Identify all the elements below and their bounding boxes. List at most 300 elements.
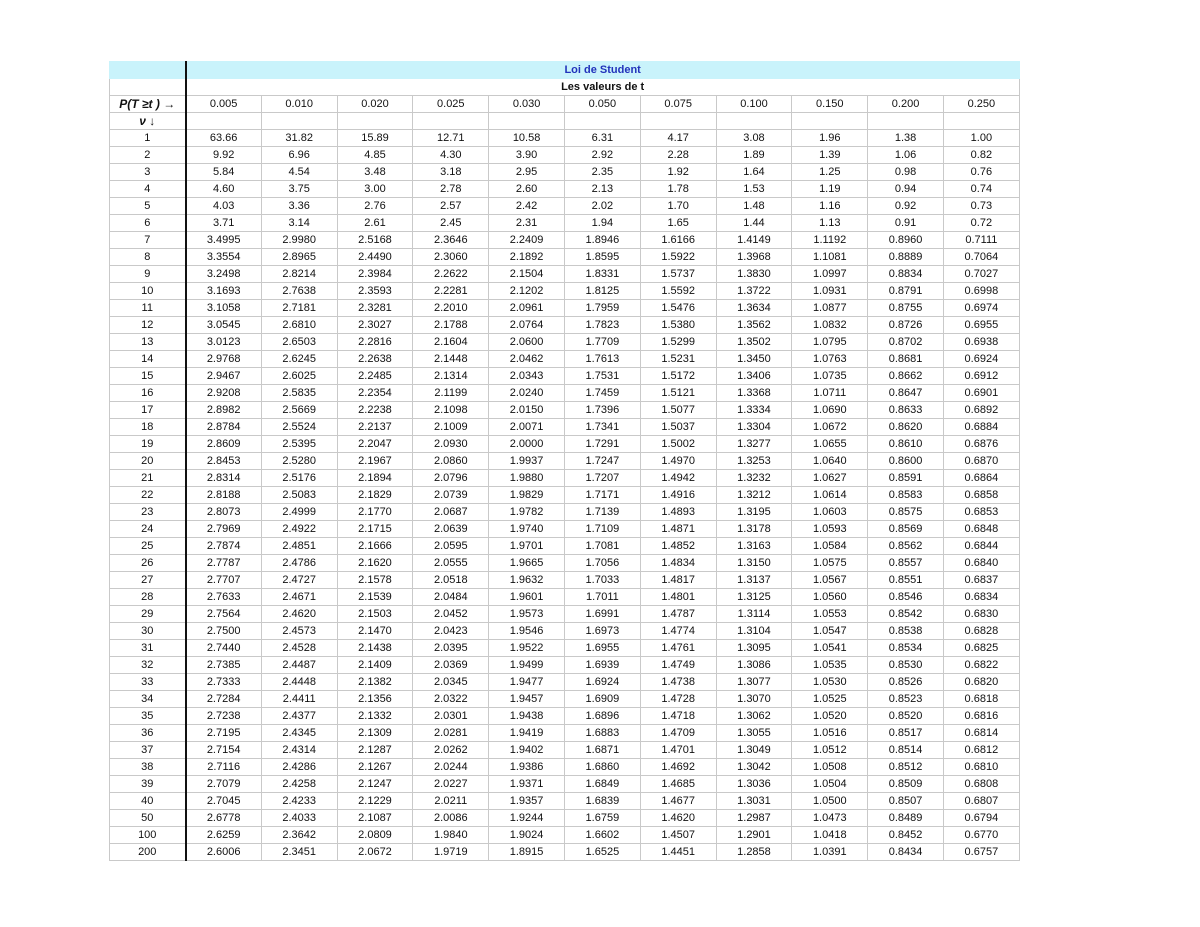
empty-cell	[261, 113, 337, 130]
critical-value-cell: 1.0418	[792, 827, 868, 844]
critical-value-cell: 2.2137	[337, 419, 413, 436]
critical-value-cell: 1.2987	[716, 810, 792, 827]
probability-header-cell: 0.250	[943, 96, 1019, 113]
critical-value-cell: 0.8520	[868, 708, 944, 725]
critical-value-cell: 2.1715	[337, 521, 413, 538]
critical-value-cell: 1.5299	[640, 334, 716, 351]
critical-value-cell: 2.1202	[489, 283, 565, 300]
critical-value-cell: 2.8982	[186, 402, 262, 419]
critical-value-cell: 3.4995	[186, 232, 262, 249]
critical-value-cell: 1.6991	[564, 606, 640, 623]
critical-value-cell: 2.0281	[413, 725, 489, 742]
critical-value-cell: 2.1382	[337, 674, 413, 691]
degrees-of-freedom-cell: 29	[110, 606, 186, 623]
critical-value-cell: 0.6814	[943, 725, 1019, 742]
critical-value-cell: 2.0672	[337, 844, 413, 861]
critical-value-cell: 1.4916	[640, 487, 716, 504]
critical-value-cell: 2.8314	[186, 470, 262, 487]
critical-value-cell: 2.6006	[186, 844, 262, 861]
critical-value-cell: 2.4620	[261, 606, 337, 623]
critical-value-cell: 1.6860	[564, 759, 640, 776]
critical-value-cell: 2.1356	[337, 691, 413, 708]
critical-value-cell: 2.76	[337, 198, 413, 215]
critical-value-cell: 4.54	[261, 164, 337, 181]
nu-header-row	[110, 113, 1020, 130]
critical-value-cell: 1.5121	[640, 385, 716, 402]
critical-value-cell: 1.3277	[716, 436, 792, 453]
critical-value-cell: 2.6259	[186, 827, 262, 844]
critical-value-cell: 1.0508	[792, 759, 868, 776]
critical-value-cell: 1.3062	[716, 708, 792, 725]
critical-value-cell: 1.6973	[564, 623, 640, 640]
critical-value-cell: 0.8791	[868, 283, 944, 300]
critical-value-cell: 2.1578	[337, 572, 413, 589]
table-row	[110, 810, 1020, 827]
probability-header-cell: 0.005	[186, 96, 262, 113]
table-row	[110, 827, 1020, 844]
critical-value-cell: 0.6870	[943, 453, 1019, 470]
critical-value-cell: 1.96	[792, 130, 868, 147]
critical-value-cell: 2.0930	[413, 436, 489, 453]
critical-value-cell: 0.6808	[943, 776, 1019, 793]
critical-value-cell: 2.1438	[337, 640, 413, 657]
critical-value-cell: 2.7969	[186, 521, 262, 538]
degrees-of-freedom-cell: 27	[110, 572, 186, 589]
critical-value-cell: 1.4677	[640, 793, 716, 810]
critical-value-cell: 0.8569	[868, 521, 944, 538]
critical-value-cell: 2.4851	[261, 538, 337, 555]
critical-value-cell: 1.0520	[792, 708, 868, 725]
critical-value-cell: 1.6871	[564, 742, 640, 759]
critical-value-cell: 1.5476	[640, 300, 716, 317]
critical-value-cell: 2.1504	[489, 266, 565, 283]
critical-value-cell: 1.7033	[564, 572, 640, 589]
critical-value-cell: 1.9701	[489, 538, 565, 555]
critical-value-cell: 0.6974	[943, 300, 1019, 317]
degrees-of-freedom-cell: 18	[110, 419, 186, 436]
critical-value-cell: 1.3042	[716, 759, 792, 776]
critical-value-cell: 2.0555	[413, 555, 489, 572]
critical-value-cell: 1.5077	[640, 402, 716, 419]
critical-value-cell: 1.8946	[564, 232, 640, 249]
critical-value-cell: 1.7531	[564, 368, 640, 385]
critical-value-cell: 1.5380	[640, 317, 716, 334]
critical-value-cell: 4.17	[640, 130, 716, 147]
critical-value-cell: 3.2498	[186, 266, 262, 283]
critical-value-cell: 1.3077	[716, 674, 792, 691]
critical-value-cell: 1.4718	[640, 708, 716, 725]
critical-value-cell: 2.5524	[261, 419, 337, 436]
critical-value-cell: 2.0687	[413, 504, 489, 521]
critical-value-cell: 1.9457	[489, 691, 565, 708]
critical-value-cell: 2.4377	[261, 708, 337, 725]
critical-value-cell: 0.6818	[943, 691, 1019, 708]
table-title: Loi de Student	[186, 62, 1020, 79]
critical-value-cell: 0.6757	[943, 844, 1019, 861]
critical-value-cell: 1.6759	[564, 810, 640, 827]
table-row	[110, 759, 1020, 776]
critical-value-cell: 0.6853	[943, 504, 1019, 521]
critical-value-cell: 4.30	[413, 147, 489, 164]
table-row	[110, 130, 1020, 147]
degrees-of-freedom-cell: 15	[110, 368, 186, 385]
critical-value-cell: 1.0672	[792, 419, 868, 436]
critical-value-cell: 2.4573	[261, 623, 337, 640]
critical-value-cell: 1.9477	[489, 674, 565, 691]
critical-value-cell: 0.6834	[943, 589, 1019, 606]
critical-value-cell: 2.7440	[186, 640, 262, 657]
probability-header-cell: 0.025	[413, 96, 489, 113]
probability-header-cell: 0.100	[716, 96, 792, 113]
critical-value-cell: 0.8583	[868, 487, 944, 504]
table-row	[110, 623, 1020, 640]
critical-value-cell: 0.6998	[943, 283, 1019, 300]
critical-value-cell: 1.3104	[716, 623, 792, 640]
critical-value-cell: 1.0567	[792, 572, 868, 589]
critical-value-cell: 2.9467	[186, 368, 262, 385]
critical-value-cell: 2.5176	[261, 470, 337, 487]
critical-value-cell: 2.0600	[489, 334, 565, 351]
critical-value-cell: 2.4345	[261, 725, 337, 742]
table-row	[110, 164, 1020, 181]
critical-value-cell: 1.7709	[564, 334, 640, 351]
critical-value-cell: 2.0796	[413, 470, 489, 487]
critical-value-cell: 1.9371	[489, 776, 565, 793]
critical-value-cell: 2.2047	[337, 436, 413, 453]
critical-value-cell: 1.0525	[792, 691, 868, 708]
critical-value-cell: 1.5737	[640, 266, 716, 283]
critical-value-cell: 2.0860	[413, 453, 489, 470]
critical-value-cell: 1.3253	[716, 453, 792, 470]
critical-value-cell: 2.8784	[186, 419, 262, 436]
critical-value-cell: 2.9980	[261, 232, 337, 249]
critical-value-cell: 1.0516	[792, 725, 868, 742]
critical-value-cell: 1.38	[868, 130, 944, 147]
critical-value-cell: 0.8509	[868, 776, 944, 793]
critical-value-cell: 9.92	[186, 147, 262, 164]
critical-value-cell: 2.4258	[261, 776, 337, 793]
critical-value-cell: 1.9632	[489, 572, 565, 589]
degrees-of-freedom-cell: 36	[110, 725, 186, 742]
degrees-of-freedom-cell: 50	[110, 810, 186, 827]
critical-value-cell: 2.7564	[186, 606, 262, 623]
critical-value-cell: 3.90	[489, 147, 565, 164]
critical-value-cell: 1.8331	[564, 266, 640, 283]
critical-value-cell: 0.6912	[943, 368, 1019, 385]
title-row	[110, 62, 1020, 79]
critical-value-cell: 1.0593	[792, 521, 868, 538]
probability-header-cell: 0.075	[640, 96, 716, 113]
critical-value-cell: 2.0423	[413, 623, 489, 640]
table-row	[110, 317, 1020, 334]
table-row	[110, 147, 1020, 164]
critical-value-cell: 0.8834	[868, 266, 944, 283]
critical-value-cell: 2.1098	[413, 402, 489, 419]
critical-value-cell: 2.8188	[186, 487, 262, 504]
critical-value-cell: 1.89	[716, 147, 792, 164]
critical-value-cell: 1.7207	[564, 470, 640, 487]
critical-value-cell: 1.3830	[716, 266, 792, 283]
critical-value-cell: 0.6825	[943, 640, 1019, 657]
critical-value-cell: 1.3070	[716, 691, 792, 708]
critical-value-cell: 3.0123	[186, 334, 262, 351]
critical-value-cell: 1.13	[792, 215, 868, 232]
critical-value-cell: 2.3027	[337, 317, 413, 334]
critical-value-cell: 0.74	[943, 181, 1019, 198]
critical-value-cell: 10.58	[489, 130, 565, 147]
critical-value-cell: 1.19	[792, 181, 868, 198]
critical-value-cell: 1.5172	[640, 368, 716, 385]
critical-value-cell: 1.0627	[792, 470, 868, 487]
critical-value-cell: 6.31	[564, 130, 640, 147]
critical-value-cell: 0.6822	[943, 657, 1019, 674]
critical-value-cell: 1.0512	[792, 742, 868, 759]
critical-value-cell: 2.0150	[489, 402, 565, 419]
empty-cell	[943, 113, 1019, 130]
critical-value-cell: 0.6816	[943, 708, 1019, 725]
critical-value-cell: 2.0764	[489, 317, 565, 334]
critical-value-cell: 2.8609	[186, 436, 262, 453]
critical-value-cell: 2.0244	[413, 759, 489, 776]
critical-value-cell: 1.4787	[640, 606, 716, 623]
critical-value-cell: 2.1503	[337, 606, 413, 623]
critical-value-cell: 4.60	[186, 181, 262, 198]
critical-value-cell: 1.0553	[792, 606, 868, 623]
critical-value-cell: 0.6820	[943, 674, 1019, 691]
critical-value-cell: 2.1666	[337, 538, 413, 555]
critical-value-cell: 2.8214	[261, 266, 337, 283]
critical-value-cell: 1.4685	[640, 776, 716, 793]
critical-value-cell: 1.0877	[792, 300, 868, 317]
degrees-of-freedom-cell: 14	[110, 351, 186, 368]
critical-value-cell: 2.1620	[337, 555, 413, 572]
probability-header-label: P(T ≥t ) →	[110, 96, 186, 113]
critical-value-cell: 0.6837	[943, 572, 1019, 589]
critical-value-cell: 1.6883	[564, 725, 640, 742]
critical-value-cell: 0.8489	[868, 810, 944, 827]
critical-value-cell: 1.7081	[564, 538, 640, 555]
critical-value-cell: 1.9840	[413, 827, 489, 844]
critical-value-cell: 1.0535	[792, 657, 868, 674]
degrees-of-freedom-cell: 39	[110, 776, 186, 793]
critical-value-cell: 2.5280	[261, 453, 337, 470]
degrees-of-freedom-cell: 20	[110, 453, 186, 470]
critical-value-cell: 0.8534	[868, 640, 944, 657]
empty-cell	[337, 113, 413, 130]
table-row	[110, 436, 1020, 453]
critical-value-cell: 1.0997	[792, 266, 868, 283]
critical-value-cell: 2.5168	[337, 232, 413, 249]
critical-value-cell: 0.8452	[868, 827, 944, 844]
critical-value-cell: 1.4620	[640, 810, 716, 827]
critical-value-cell: 15.89	[337, 130, 413, 147]
critical-value-cell: 1.4970	[640, 453, 716, 470]
critical-value-cell: 1.8915	[489, 844, 565, 861]
critical-value-cell: 2.6503	[261, 334, 337, 351]
critical-value-cell: 0.8591	[868, 470, 944, 487]
critical-value-cell: 0.8960	[868, 232, 944, 249]
critical-value-cell: 2.7385	[186, 657, 262, 674]
critical-value-cell: 1.4801	[640, 589, 716, 606]
critical-value-cell: 1.0560	[792, 589, 868, 606]
table-row	[110, 504, 1020, 521]
critical-value-cell: 2.0262	[413, 742, 489, 759]
critical-value-cell: 0.8546	[868, 589, 944, 606]
critical-value-cell: 2.7195	[186, 725, 262, 742]
critical-value-cell: 2.1539	[337, 589, 413, 606]
critical-value-cell: 2.4314	[261, 742, 337, 759]
critical-value-cell: 1.6909	[564, 691, 640, 708]
probability-header-cell: 0.050	[564, 96, 640, 113]
critical-value-cell: 1.7396	[564, 402, 640, 419]
critical-value-cell: 0.8610	[868, 436, 944, 453]
critical-value-cell: 1.3450	[716, 351, 792, 368]
degrees-of-freedom-cell: 16	[110, 385, 186, 402]
critical-value-cell: 2.3984	[337, 266, 413, 283]
critical-value-cell: 0.73	[943, 198, 1019, 215]
critical-value-cell: 3.00	[337, 181, 413, 198]
critical-value-cell: 6.96	[261, 147, 337, 164]
critical-value-cell: 1.9782	[489, 504, 565, 521]
degrees-of-freedom-cell: 17	[110, 402, 186, 419]
critical-value-cell: 1.0640	[792, 453, 868, 470]
critical-value-cell: 2.4286	[261, 759, 337, 776]
critical-value-cell: 2.2638	[337, 351, 413, 368]
critical-value-cell: 2.0071	[489, 419, 565, 436]
critical-value-cell: 2.2010	[413, 300, 489, 317]
critical-value-cell: 1.9573	[489, 606, 565, 623]
critical-value-cell: 1.0832	[792, 317, 868, 334]
critical-value-cell: 2.0809	[337, 827, 413, 844]
critical-value-cell: 1.4893	[640, 504, 716, 521]
subtitle-row	[110, 79, 1020, 96]
critical-value-cell: 2.35	[564, 164, 640, 181]
critical-value-cell: 0.6794	[943, 810, 1019, 827]
degrees-of-freedom-cell: 32	[110, 657, 186, 674]
critical-value-cell: 3.1693	[186, 283, 262, 300]
degrees-of-freedom-cell: 10	[110, 283, 186, 300]
critical-value-cell: 1.9244	[489, 810, 565, 827]
critical-value-cell: 1.48	[716, 198, 792, 215]
critical-value-cell: 1.39	[792, 147, 868, 164]
critical-value-cell: 1.6896	[564, 708, 640, 725]
critical-value-cell: 2.7284	[186, 691, 262, 708]
critical-value-cell: 1.4761	[640, 640, 716, 657]
critical-value-cell: 2.0452	[413, 606, 489, 623]
critical-value-cell: 2.7154	[186, 742, 262, 759]
critical-value-cell: 1.4149	[716, 232, 792, 249]
critical-value-cell: 2.1287	[337, 742, 413, 759]
critical-value-cell: 1.3722	[716, 283, 792, 300]
critical-value-cell: 1.3232	[716, 470, 792, 487]
critical-value-cell: 0.6830	[943, 606, 1019, 623]
critical-value-cell: 1.9719	[413, 844, 489, 861]
degrees-of-freedom-cell: 8	[110, 249, 186, 266]
degrees-of-freedom-cell: 28	[110, 589, 186, 606]
table-row	[110, 674, 1020, 691]
critical-value-cell: 0.8523	[868, 691, 944, 708]
table-row	[110, 283, 1020, 300]
critical-value-cell: 2.5669	[261, 402, 337, 419]
table-row	[110, 215, 1020, 232]
critical-value-cell: 0.6840	[943, 555, 1019, 572]
table-row	[110, 351, 1020, 368]
table-row	[110, 657, 1020, 674]
critical-value-cell: 0.8557	[868, 555, 944, 572]
critical-value-cell: 0.6955	[943, 317, 1019, 334]
critical-value-cell: 0.8889	[868, 249, 944, 266]
critical-value-cell: 1.06	[868, 147, 944, 164]
critical-value-cell: 1.0711	[792, 385, 868, 402]
critical-value-cell: 1.8595	[564, 249, 640, 266]
critical-value-cell: 2.6778	[186, 810, 262, 827]
critical-value-cell: 0.6810	[943, 759, 1019, 776]
critical-value-cell: 0.6864	[943, 470, 1019, 487]
critical-value-cell: 1.3334	[716, 402, 792, 419]
corner-cell	[110, 62, 186, 79]
critical-value-cell: 1.6924	[564, 674, 640, 691]
empty-cell	[564, 113, 640, 130]
table-row	[110, 198, 1020, 215]
critical-value-cell: 2.0322	[413, 691, 489, 708]
table-row	[110, 606, 1020, 623]
critical-value-cell: 0.8681	[868, 351, 944, 368]
critical-value-cell: 2.6245	[261, 351, 337, 368]
critical-value-cell: 0.91	[868, 215, 944, 232]
critical-value-cell: 1.7011	[564, 589, 640, 606]
critical-value-cell: 1.7959	[564, 300, 640, 317]
table-row	[110, 453, 1020, 470]
critical-value-cell: 2.61	[337, 215, 413, 232]
critical-value-cell: 2.4411	[261, 691, 337, 708]
critical-value-cell: 1.4709	[640, 725, 716, 742]
table-row	[110, 725, 1020, 742]
critical-value-cell: 1.6939	[564, 657, 640, 674]
critical-value-cell: 0.6938	[943, 334, 1019, 351]
critical-value-cell: 1.00	[943, 130, 1019, 147]
table-row	[110, 793, 1020, 810]
critical-value-cell: 1.64	[716, 164, 792, 181]
corner-cell	[110, 79, 186, 96]
probability-header-cell: 0.200	[868, 96, 944, 113]
critical-value-cell: 1.3368	[716, 385, 792, 402]
degrees-of-freedom-cell: 38	[110, 759, 186, 776]
degrees-of-freedom-cell: 4	[110, 181, 186, 198]
table-row	[110, 742, 1020, 759]
critical-value-cell: 1.6602	[564, 827, 640, 844]
critical-value-cell: 12.71	[413, 130, 489, 147]
critical-value-cell: 1.9829	[489, 487, 565, 504]
critical-value-cell: 31.82	[261, 130, 337, 147]
critical-value-cell: 2.2281	[413, 283, 489, 300]
critical-value-cell: 2.8965	[261, 249, 337, 266]
critical-value-cell: 1.9601	[489, 589, 565, 606]
critical-value-cell: 2.1309	[337, 725, 413, 742]
critical-value-cell: 0.76	[943, 164, 1019, 181]
degrees-of-freedom-cell: 12	[110, 317, 186, 334]
critical-value-cell: 1.4701	[640, 742, 716, 759]
critical-value-cell: 2.4490	[337, 249, 413, 266]
critical-value-cell: 2.7500	[186, 623, 262, 640]
critical-value-cell: 2.6025	[261, 368, 337, 385]
critical-value-cell: 1.7613	[564, 351, 640, 368]
critical-value-cell: 1.8125	[564, 283, 640, 300]
table-row	[110, 776, 1020, 793]
critical-value-cell: 2.78	[413, 181, 489, 198]
critical-value-cell: 2.4671	[261, 589, 337, 606]
table-row	[110, 589, 1020, 606]
critical-value-cell: 1.3049	[716, 742, 792, 759]
